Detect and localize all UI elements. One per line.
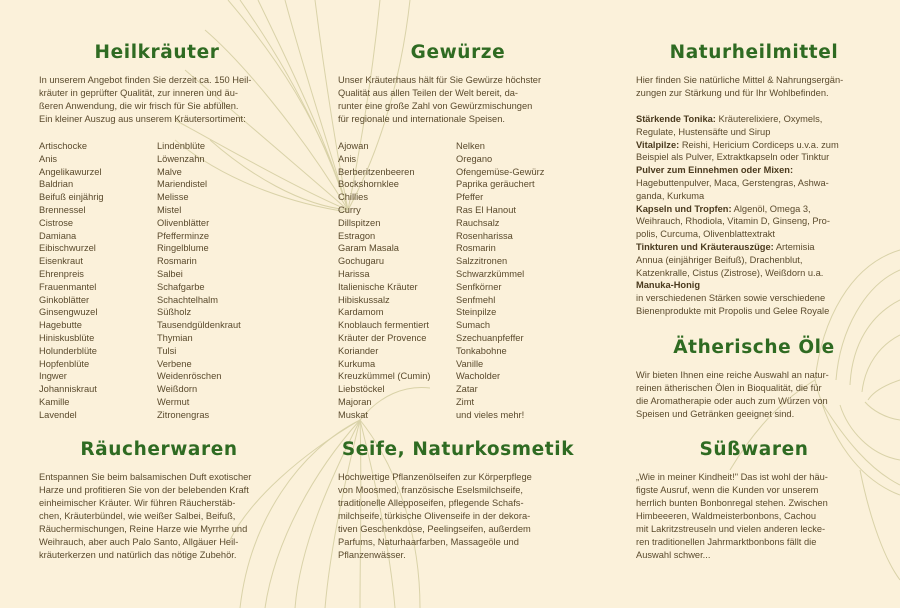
list-item: Thymian: [157, 332, 193, 343]
section-raeucherwaren: [39, 439, 279, 562]
list-item: Berberitzenbeeren: [338, 166, 415, 177]
list-item: Salzzitronen: [456, 256, 508, 267]
list-item: Mistel: [157, 204, 182, 215]
list-item: Ginkoblätter: [39, 294, 90, 305]
list-item: Ringelblume: [157, 243, 209, 254]
list-item: Hiniskusblüte: [39, 332, 95, 343]
list-item: Rosenharissa: [456, 230, 513, 241]
list-item: Eisenkraut: [39, 256, 83, 267]
list-item: Beifuß einjährig: [39, 192, 104, 203]
herb-list-column-2: [157, 140, 275, 422]
list-item: Lindenblüte: [157, 141, 206, 151]
herb-list: [39, 140, 275, 422]
list-item: Pfefferminze: [157, 230, 210, 241]
list-item: Johanniskraut: [39, 384, 97, 395]
list-item: Baldrian: [39, 179, 74, 190]
list-item: Kurkuma: [338, 358, 376, 369]
list-item: Wacholder: [456, 371, 501, 382]
list-item: Löwenzahn: [157, 153, 205, 164]
list-item: Kräuter der Provence: [338, 332, 427, 343]
list-item: Holunderblüte: [39, 345, 97, 356]
list-item: Zitronengras: [157, 409, 210, 420]
intro-heilkraeuter: In unserem Angebot finden Sie derzeit ca. 150 Heil- kräuter in geprüfter Qualität, zur inneren und äu- ßeren Anwendung, die wir frisch für Sie abfüllen. Ein kleiner Auszug aus unserem Kräutersortiment:: [39, 75, 252, 124]
list-item: Koriander: [338, 345, 379, 356]
heading-seife-naturkosmetik: Seife, Naturkosmetik: [341, 439, 575, 460]
list-item: Szechuanpfeffer: [456, 332, 524, 343]
list-item: Oregano: [456, 153, 493, 164]
section-seife-naturkosmetik: [338, 439, 578, 562]
list-item: Paprika geräuchert: [456, 179, 535, 190]
list-item: Olivenblätter: [157, 217, 210, 228]
list-item: Gochugaru: [338, 256, 384, 267]
section-aetherische-oele: [636, 337, 872, 421]
list-item: Curry: [338, 204, 361, 215]
spice-list-column-2: [456, 140, 574, 422]
list-item: Kreuzkümmel (Cumin): [338, 371, 431, 382]
list-item: Kardamom: [338, 307, 384, 318]
text-suesswaren: „Wie in meiner Kindheit!" Das ist wohl der häu- figste Ausruf, wenn die Kunden vor unserem herrlich bunten Bonbonregal stehen. Zwischen Himbeeeren, Waldmeisterbonbons, Cachou mit Lakritzstreuseln und vielen anderen lecke- ren traditionellen Jahrmarktbonbons fällt die Auswahl schwer...: [636, 472, 828, 560]
list-item: Malve: [157, 166, 182, 177]
list-item: Kamille: [39, 396, 70, 407]
list-item: Salbei: [157, 268, 183, 279]
list-item: Artischocke: [39, 141, 88, 151]
list-item: Ehrenpreis: [39, 268, 84, 279]
list-item: Anis: [39, 153, 58, 164]
list-item: Hibiskussalz: [338, 294, 390, 305]
spice-list: [338, 140, 578, 422]
list-item: Hagebutte: [39, 320, 82, 331]
list-item: Bockshornklee: [338, 179, 399, 190]
section-naturheilmittel: [636, 42, 872, 318]
remedy-entries: [636, 113, 872, 318]
section-gewuerze: [338, 42, 578, 422]
list-item: Garam Masala: [338, 243, 399, 254]
list-item: Schachtelhalm: [157, 294, 218, 305]
remedy-entry-label: Vitalpilze:: [636, 139, 680, 150]
heading-gewuerze: Gewürze: [410, 42, 506, 63]
list-item: Tulsi: [157, 345, 177, 356]
list-item: Schwarzkümmel: [456, 268, 525, 279]
list-item: Nelken: [456, 141, 485, 151]
list-item: Cistrose: [39, 217, 74, 228]
list-item: Wermut: [157, 396, 190, 407]
remedy-entry: [636, 164, 872, 202]
heading-suesswaren: Süßwaren: [699, 439, 809, 460]
remedy-entry-label: Pulver zum Einnehmen oder Mixen:: [636, 165, 794, 176]
text-raeucherwaren: Entspannen Sie beim balsamischen Duft exotischer Harze und profitieren Sie von der belebenden Kraft einheimischer Kräuter. Wir führen Räucherstäb- chen, Kräuterbündel, wie weißer Salbei, Beifuß, Räuchermischungen, Reine Harze wie Myrrhe und Weihrauch, aber auch Palo Santo, Allgäuer Heil- kräuterkerzen und natürlich das nötige Zubehör.: [39, 472, 252, 560]
intro-gewuerze: Unser Kräuterhaus hält für Sie Gewürze höchster Qualität aus allen Teilen der Welt bereit, da- runter eine große Zahl von Gewürzmischungen für regionale und internationale Speisen.: [338, 75, 542, 124]
list-item: Melisse: [157, 192, 189, 203]
remedy-entry-text: Reishi, Hericium Cordiceps u.v.a. zum Beispiel als Pulver, Extraktkapseln oder Tinktur: [636, 139, 839, 163]
list-item: Weißdorn: [157, 384, 198, 395]
list-item: Zatar: [456, 384, 478, 395]
list-item: Majoran: [338, 396, 372, 407]
remedy-entry: [636, 139, 872, 165]
heading-heilkraeuter: Heilkräuter: [94, 42, 220, 63]
remedy-entry: [636, 203, 872, 241]
list-item: Verbene: [157, 358, 192, 369]
list-item: Senfmehl: [456, 294, 496, 305]
list-item: Anis: [338, 153, 357, 164]
heading-aetherische-oele: Ätherische Öle: [673, 337, 835, 358]
list-item: Vanille: [456, 358, 484, 369]
list-item: Ginsengwuzel: [39, 307, 98, 318]
list-item: Knoblauch fermentiert: [338, 320, 429, 331]
list-item: Tausendgüldenkraut: [157, 320, 241, 331]
remedy-entry-text: Kräuterelixiere, Oxymels, Regulate, Hustensäfte und Sirup: [636, 114, 823, 137]
list-item: Ajowan: [338, 141, 369, 151]
section-suesswaren: [636, 439, 872, 562]
list-item: Senfkörner: [456, 281, 502, 292]
list-item: Ras El Hanout: [456, 204, 516, 215]
list-item: Frauenmantel: [39, 281, 97, 292]
heading-raeucherwaren: Räucherwaren: [80, 439, 238, 460]
remedy-entry-text: in verschiedenen Stärken sowie verschiedene Bienenprodukte mit Propolis und Gelee Royale: [636, 293, 830, 316]
list-item: Eibischwurzel: [39, 243, 96, 254]
list-item: Steinpilze: [456, 307, 497, 318]
list-item: Chillies: [338, 192, 368, 203]
remedy-entry-label: Manuka-Honig: [636, 280, 701, 291]
remedy-entry: [636, 113, 872, 139]
list-item: Angelikawurzel: [39, 166, 102, 177]
remedy-entry-label: Tinkturen und Kräuterauszüge:: [636, 241, 774, 252]
list-item: Lavendel: [39, 409, 77, 420]
remedy-entry-label: Kapseln und Tropfen:: [636, 203, 732, 214]
list-item: Italienische Kräuter: [338, 281, 418, 292]
list-item: Schafgarbe: [157, 281, 205, 292]
list-item: Zimt: [456, 396, 475, 407]
list-item: Harissa: [338, 268, 370, 279]
list-item: Rosmarin: [157, 256, 197, 267]
list-item: Damiana: [39, 230, 77, 241]
heading-naturheilmittel: Naturheilmittel: [669, 42, 839, 63]
list-item: Dillspitzen: [338, 217, 381, 228]
list-item: Hopfenblüte: [39, 358, 90, 369]
remedy-entry-text: Algenöl, Omega 3, Weihrauch, Rhodiola, Vitamin D, Ginseng, Pro- polis, Curcuma, Olivenblattextrakt: [636, 203, 830, 240]
text-seife-naturkosmetik: Hochwertige Pflanzenölseifen zur Körperpflege von Moosmed, französische Eselsmilchseife, traditionelle Allepposeifen, pflegende Schafs- milchseife, türkische Olivenseife in der dekora- tiven Geschenkdose, Peelingseifen, außerdem Parfums, Naturhaarfarben, Massageöle und Pflanzenwässer.: [338, 472, 532, 560]
remedy-entry-label: Stärkende Tonika:: [636, 114, 716, 124]
intro-naturheilmittel: Hier finden Sie natürliche Mittel & Nahrungsergän- zungen zur Stärkung und für Ihr Wohlbefinden.: [636, 75, 844, 98]
remedy-entry: [636, 279, 872, 317]
list-item: Pfeffer: [456, 192, 484, 203]
list-item: Liebstöckel: [338, 384, 385, 395]
list-item: und vieles mehr!: [456, 409, 525, 420]
list-item: Brennessel: [39, 204, 86, 215]
list-item: Rauchsalz: [456, 217, 500, 228]
list-item: Ofengemüse-Gewürz: [456, 166, 545, 177]
list-item: Mariendistel: [157, 179, 208, 190]
text-aetherische-oele: Wir bieten Ihnen eine reiche Auswahl an natur- reinen ätherischen Ölen in Bioqualität, die für die Aromatherapie oder auch zum Würzen von Speisen und Getränken geeignet sind.: [636, 370, 829, 419]
list-item: Tonkabohne: [456, 345, 507, 356]
list-item: Weidenröschen: [157, 371, 222, 382]
remedy-entry: [636, 241, 872, 279]
list-item: Muskat: [338, 409, 368, 420]
section-heilkraeuter: [39, 42, 275, 422]
remedy-entry-text: Artemisia Annua (einjähriger Beifuß), Drachenblut, Katzenkralle, Cistus (Zistrose), Weißdorn u.a.: [636, 241, 824, 278]
list-item: Ingwer: [39, 371, 67, 382]
remedy-entry-text: Hagebuttenpulver, Maca, Gerstengras, Ashwa- ganda, Kurkuma: [636, 177, 829, 201]
spice-list-column-1: [338, 140, 456, 422]
list-item: Estragon: [338, 230, 376, 241]
list-item: Rosmarin: [456, 243, 496, 254]
list-item: Sumach: [456, 320, 491, 331]
herb-list-column-1: [39, 140, 157, 422]
list-item: Süßholz: [157, 307, 192, 318]
